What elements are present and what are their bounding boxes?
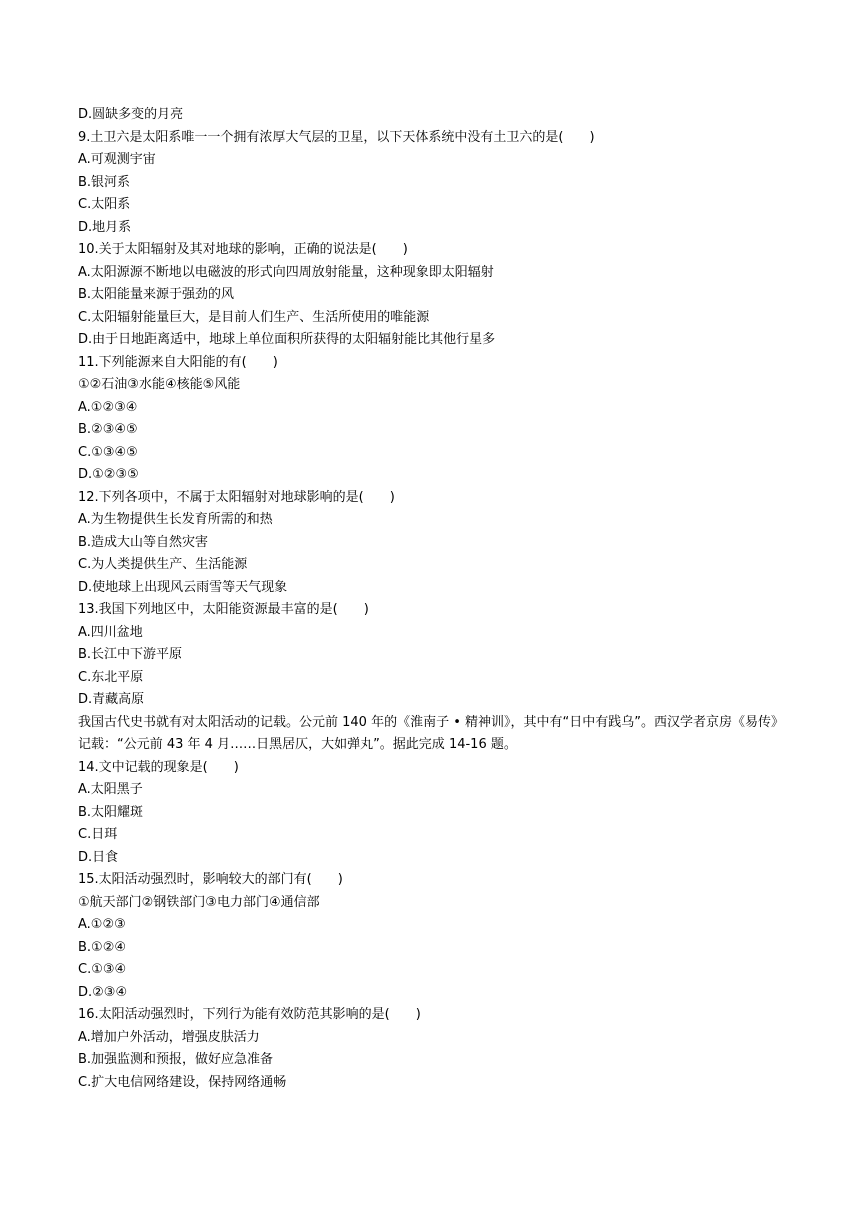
- text-line: B.长江中下游平原: [78, 647, 183, 662]
- text-line: A.①②③: [78, 917, 126, 932]
- question-block-bottom: [78, 757, 798, 1095]
- text-line: D.日食: [78, 849, 119, 865]
- text-line: C.太阳系: [78, 197, 131, 212]
- text-line: ①②石油③水能④核能⑤风能: [78, 377, 241, 392]
- text-line: B.①②④: [78, 939, 127, 955]
- text-line: B.银河系: [78, 174, 131, 190]
- text-line: D.青藏高原: [78, 692, 145, 707]
- text-line: D.圆缺多变的月亮: [78, 107, 184, 122]
- text-line: C.为人类提供生产、生活能源: [78, 557, 248, 572]
- document-page: [78, 104, 798, 1094]
- text-line: C.日珥: [78, 827, 118, 842]
- text-line: 13.我国下列地区中，太阳能资源最丰富的是( ): [78, 602, 369, 617]
- text-line: D.②③④: [78, 984, 128, 1000]
- text-line: B.加强监测和预报，做好应急准备: [78, 1052, 274, 1067]
- text-line: B.②③④⑤: [78, 422, 138, 437]
- text-line: A.太阳源源不断地以电磁波的形式向四周放射能量，这种现象即太阳辐射: [78, 264, 494, 280]
- text-line: 14.文中记载的现象是( ): [78, 759, 239, 775]
- text-line: A.增加户外活动，增强皮肤活力: [78, 1029, 260, 1045]
- text-line: D.由于日地距离适中，地球上单位面积所获得的太阳辐射能比其他行星多: [78, 332, 496, 347]
- text-line: A.①②③④: [78, 399, 138, 415]
- text-line: 9.土卫六是太阳系唯一一个拥有浓厚大气层的卫星，以下天体系统中没有土卫六的是( ): [78, 129, 595, 145]
- text-line: D.地月系: [78, 219, 132, 235]
- text-line: A.四川盆地: [78, 624, 143, 640]
- text-line: C.①③④: [78, 962, 127, 977]
- text-line: D.使地球上出现风云雨雪等天气现象: [78, 579, 288, 595]
- text-line: B.太阳能量来源于强劲的风: [78, 287, 235, 302]
- question-block-top: [78, 104, 798, 712]
- text-line: C.东北平原: [78, 669, 144, 685]
- text-line: 12.下列各项中，不属于太阳辐射对地球影响的是( ): [78, 489, 395, 505]
- text-line: C.扩大电信网络建设，保持网络通畅: [78, 1074, 287, 1090]
- text-line: A.太阳黑子: [78, 782, 143, 797]
- text-line: B.太阳耀斑: [78, 804, 144, 820]
- text-line: 16.太阳活动强烈时，下列行为能有效防范其影响的是( ): [78, 1007, 421, 1022]
- text-line: A.为生物提供生长发育所需的和热: [78, 512, 273, 527]
- text-line: ①航天部门②钢铁部门③电力部门④通信部: [78, 894, 320, 910]
- text-line: 10.关于太阳辐射及其对地球的影响，正确的说法是( ): [78, 242, 408, 257]
- text-line: 15.太阳活动强烈时，影响较大的部门有( ): [78, 872, 343, 887]
- text-line: 11.下列能源来自大阳能的有( ): [78, 354, 278, 370]
- text-line: C.①③④⑤: [78, 444, 138, 460]
- reading-passage: 我国古代史书就有对太阳活动的记载。公元前 140 年的《淮南子 • 精神训》，其中有“日中有践乌”。西汉学者京房《易传》记载：“公元前 43 年 4 月……日黑居仄，大如弹丸”。据此完成 14-16 题。: [78, 714, 784, 752]
- text-line: A.可观测宇宙: [78, 152, 156, 167]
- text-line: D.①②③⑤: [78, 467, 139, 482]
- text-line: C.太阳辐射能量巨大，是目前人们生产、生活所使用的唯能源: [78, 309, 430, 325]
- text-line: B.造成大山等自然灾害: [78, 534, 209, 550]
